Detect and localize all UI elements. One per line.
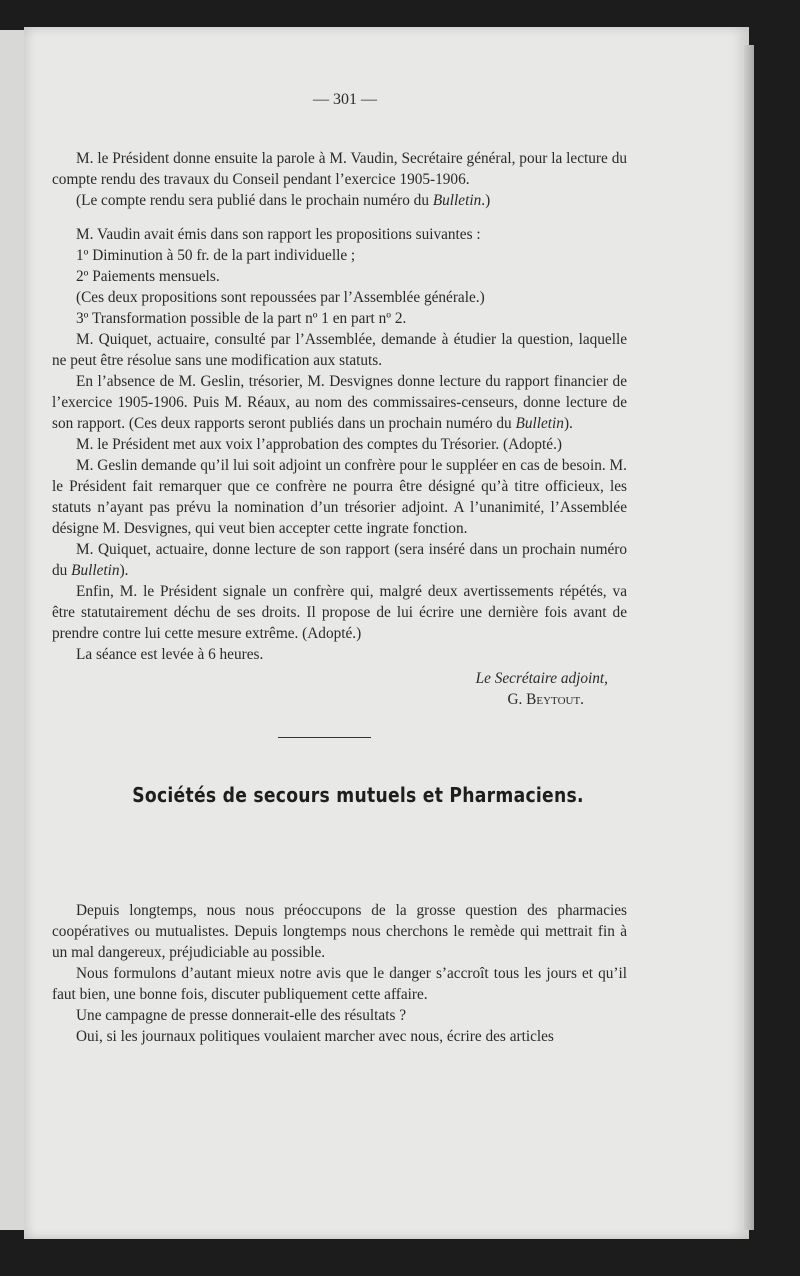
paragraph-warning: Enfin, M. le Président signale un confrère qui, malgré deux avertissements répétés, va être statutairement déchu de ses droits. Il propose de lui écrire une dernière fois avant de prendre contre lui cette mesure extrême. (Adopté.) (52, 583, 627, 642)
page-stack-edge (744, 45, 754, 1230)
signature-name: G. Beytout. (507, 691, 584, 708)
quiquet-report-text: M. Quiquet, actuaire, donne lecture de son rapport (sera inséré dans un prochain numéro du (52, 541, 627, 579)
signature (400, 668, 608, 710)
paragraph-report-note (52, 190, 627, 211)
meeting-minutes-intro (52, 148, 627, 211)
article-paragraph: Oui, si les journaux politiques voulaient marcher avec nous, écrire des articles (76, 1028, 554, 1045)
meeting-minutes-body (52, 224, 627, 665)
article-paragraph: Nous formulons d’autant mieux notre avis que le danger s’accroît tous les jours et qu’il faut bien, une bonne fois, discuter publiquement cette affaire. (52, 965, 627, 1003)
bulletin-ref: Bulletin (432, 192, 482, 209)
proposition-1: 1º Diminution à 50 fr. de la part individuelle ; (76, 247, 356, 264)
report-note-text: (Le compte rendu sera publié dans le prochain numéro du (76, 192, 429, 209)
article-body (52, 900, 627, 1047)
proposition-2: 2º Paiements mensuels. (76, 268, 220, 285)
paragraph-vaudin-report: M. le Président donne ensuite la parole à M. Vaudin, Secrétaire général, pour la lecture du compte rendu des travaux du Conseil pendant l’exercice 1905-1906. (52, 150, 627, 188)
paragraph-rejected: (Ces deux propositions sont repoussées par l’Assemblée générale.) (76, 289, 485, 306)
paragraph-quiquet: M. Quiquet, actuaire, consulté par l’Assemblée, demande à étudier la question, laquelle ne peut être résolue sans une modification aux statuts. (52, 331, 627, 369)
paragraph-geslin: M. Geslin demande qu’il lui soit adjoint un confrère pour le suppléer en cas de besoin. M. le Président fait remarquer que ce confrère ne pourra être désigné qu’à titre officieux, les statuts n’ayant pas prévu la nomination d’un trésorier adjoint. A l’unanimité, l’Assemblée désigne M. Desvignes, qui veut bien accepter cette ingrate fonction. (52, 457, 627, 537)
report-note-close: .) (481, 192, 491, 209)
adjacent-page-edge (0, 30, 26, 1230)
article-paragraph: Une campagne de presse donnerait-elle des résultats ? (76, 1007, 407, 1024)
signature-title: Le Secrétaire adjoint, (475, 670, 608, 687)
financial-report-text: En l’absence de M. Geslin, trésorier, M. Desvignes donne lecture du rapport financier de l’exercice 1905-1906. Puis M. Réaux, au nom des commissaires-censeurs, donne lecture de son rapport. (Ces deux rapports seront publiés dans un prochain numéro du (52, 373, 627, 432)
bulletin-ref: Bulletin (515, 415, 564, 432)
page-number: — 301 — (313, 91, 377, 108)
article-paragraph: Depuis longtemps, nous nous préoccupons de la grosse question des pharmacies coopératives ou mutualistes. Depuis longtemps nous cherchons le remède qui mettrait fin à un mal dangereux, préjudiciable au possible. (52, 902, 627, 961)
proposition-3: 3º Transformation possible de la part nº 1 en part nº 2. (76, 310, 407, 327)
paragraph-adjourned: La séance est levée à 6 heures. (76, 646, 264, 663)
financial-report-close: ). (563, 415, 573, 432)
article-heading: Sociétés de secours mutuels et Pharmaciens. (132, 783, 584, 807)
quiquet-report-close: ). (119, 562, 129, 579)
section-divider (278, 737, 371, 738)
paragraph-quiquet-report (52, 539, 627, 581)
bulletin-ref: Bulletin (71, 562, 120, 579)
paragraph-vote: M. le Président met aux voix l’approbation des comptes du Trésorier. (Adopté.) (76, 436, 563, 453)
paragraph-financial-report (52, 371, 627, 434)
paragraph-propositions: M. Vaudin avait émis dans son rapport les propositions suivantes : (76, 226, 481, 243)
